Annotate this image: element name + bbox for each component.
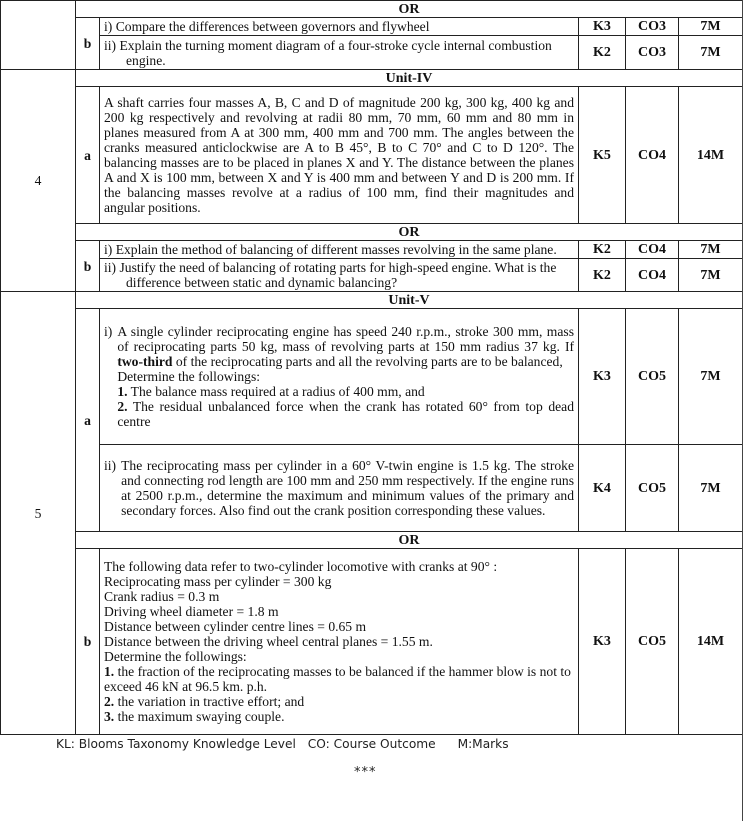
question-number: 4 xyxy=(1,70,76,292)
item-number: 3. xyxy=(104,709,115,724)
data-line: Distance between the driving wheel central planes = 1.55 m. xyxy=(104,634,433,649)
question-text-line: engine. xyxy=(126,52,166,68)
or-separator: OR xyxy=(76,532,743,549)
knowledge-level: K2 xyxy=(579,259,626,292)
item-text: the maximum swaying couple. xyxy=(117,709,285,724)
item-number: 2. xyxy=(104,694,115,709)
list-item xyxy=(117,384,574,399)
end-mark: *** xyxy=(354,765,377,780)
marks: 14M xyxy=(679,87,743,224)
emphasis-text: two-third xyxy=(117,354,173,369)
part-marker: ii) xyxy=(104,458,117,473)
question-text xyxy=(100,445,579,532)
or-separator: OR xyxy=(76,224,743,241)
course-outcome: CO4 xyxy=(626,241,679,259)
question-text-line: difference between static and dynamic balancing? xyxy=(126,275,398,290)
knowledge-level: K3 xyxy=(579,18,626,36)
course-outcome: CO5 xyxy=(626,309,679,445)
course-outcome: CO3 xyxy=(626,18,679,36)
data-line: Reciprocating mass per cylinder = 300 kg xyxy=(104,574,332,589)
marks: 7M xyxy=(679,259,743,292)
or-separator: OR xyxy=(76,1,743,18)
data-line: Driving wheel diameter = 1.8 m xyxy=(104,604,279,619)
question-text-line: ii) Justify the need of balancing of rotating parts for high-speed engine. What is the xyxy=(104,260,557,275)
list-item xyxy=(117,399,574,429)
marks: 14M xyxy=(679,549,743,735)
legend-kl: KL: Blooms Taxonomy Knowledge Level xyxy=(56,737,296,751)
knowledge-level: K2 xyxy=(579,36,626,70)
subquestion-label: a xyxy=(76,87,100,224)
knowledge-level: K2 xyxy=(579,241,626,259)
unit-heading: Unit-IV xyxy=(76,70,743,87)
knowledge-level: K3 xyxy=(579,309,626,445)
part-body: The reciprocating mass per cylinder in a 60° V-twin engine is 1.5 kg. The stroke and connecting rod length are 100 mm and 250 mm respectively. If the engine runs at 2500 r.p.m., determine the maximum and minimum values of the primary and secondary forces. Also find out the crank position corresponding these values. xyxy=(121,458,574,518)
marks: 7M xyxy=(679,241,743,259)
item-number: 1. xyxy=(117,384,128,399)
part-marker: i) xyxy=(104,324,113,339)
item-number: 2. xyxy=(117,399,128,414)
marks: 7M xyxy=(679,36,743,70)
item-text: The balance mass required at a radius of 400 mm, and xyxy=(130,384,425,399)
marks: 7M xyxy=(679,18,743,36)
question-text-line: ii) Explain the turning moment diagram of a four-stroke cycle internal combustion xyxy=(104,37,552,53)
question-text: i) Explain the method of balancing of different masses revolving in the same plane. xyxy=(100,241,579,259)
question-text: A shaft carries four masses A, B, C and D of magnitude 200 kg, 300 kg, 400 kg and 200 kg respectively and revolving at radii 80 mm, 70 mm, 60 mm and 80 mm in planes measured from A at 300 mm, 400 mm and 700 mm. The angles between the cranks measured anticlockwise are A to B 45°, B to C 70° and C to D 120°. The balancing masses are to be placed in planes X and Y. The distance between the planes A and X is 100 mm, between X and Y is 400 mm and between Y and D is 200 mm. If the balancing masses revolve at a radius of 100 mm, find their magnitudes and angular positions. xyxy=(100,87,579,224)
legend-footer xyxy=(56,737,517,751)
list-item xyxy=(104,709,574,724)
list-item xyxy=(104,694,574,709)
question-text xyxy=(100,36,579,70)
subquestion-label: b xyxy=(76,549,100,735)
course-outcome: CO5 xyxy=(626,445,679,532)
page-edge-line xyxy=(742,0,743,821)
subquestion-label: b xyxy=(76,18,100,70)
unit-heading: Unit-V xyxy=(76,292,743,309)
determine-line: Determine the followings: xyxy=(117,369,261,384)
question-part xyxy=(104,324,574,429)
marks: 7M xyxy=(679,309,743,445)
knowledge-level: K5 xyxy=(579,87,626,224)
item-text: the fraction of the reciprocating masses to be balanced if the hammer blow is not to exceed 46 kN at 96.5 km. p.h. xyxy=(104,664,571,694)
question-text xyxy=(100,549,579,735)
question-text xyxy=(100,309,579,445)
list-item xyxy=(104,664,574,694)
data-line: Crank radius = 0.3 m xyxy=(104,589,220,604)
course-outcome: CO4 xyxy=(626,259,679,292)
item-text: The residual unbalanced force when the crank has rotated 60° from top dead centre xyxy=(117,399,574,429)
question-text: i) Compare the differences between governors and flywheel xyxy=(100,18,579,36)
question-text xyxy=(100,259,579,292)
data-line: Determine the followings: xyxy=(104,649,247,664)
course-outcome: CO3 xyxy=(626,36,679,70)
question-text-segment: of the reciprocating parts and all the revolving parts are to be balanced, xyxy=(172,354,563,369)
course-outcome: CO5 xyxy=(626,549,679,735)
item-text: the variation in tractive effort; and xyxy=(117,694,305,709)
question-number: 5 xyxy=(1,292,76,735)
data-line: The following data refer to two-cylinder locomotive with cranks at 90° : xyxy=(104,559,498,574)
data-line: Distance between cylinder centre lines = 0.65 m xyxy=(104,619,367,634)
subquestion-label: a xyxy=(76,309,100,532)
marks: 7M xyxy=(679,445,743,532)
knowledge-level: K3 xyxy=(579,549,626,735)
q3-number-cell xyxy=(1,1,76,70)
legend-co: CO: Course Outcome xyxy=(307,737,436,751)
knowledge-level: K4 xyxy=(579,445,626,532)
subquestion-label: b xyxy=(76,241,100,292)
legend-marks: M:Marks xyxy=(457,737,509,751)
question-part xyxy=(104,458,574,518)
course-outcome: CO4 xyxy=(626,87,679,224)
part-body xyxy=(117,324,574,429)
question-text-segment: A single cylinder reciprocating engine has speed 240 r.p.m., stroke 300 mm, mass of reciprocating parts 50 kg, mass of revolving parts at 150 mm radius 37 kg. If xyxy=(117,324,574,354)
item-number: 1. xyxy=(104,664,115,679)
